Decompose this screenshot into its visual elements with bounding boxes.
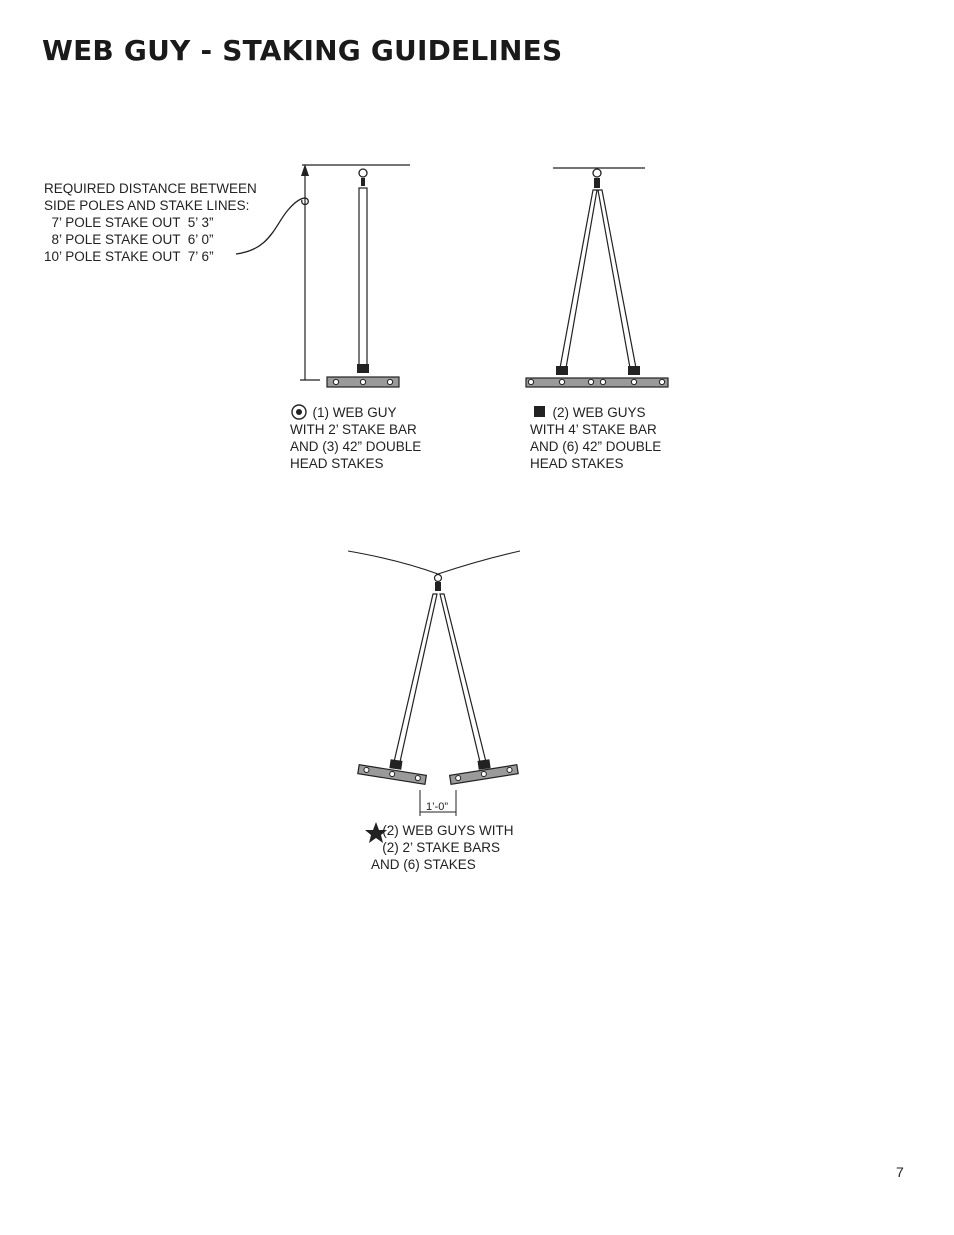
caption-line: AND (3) 42” DOUBLE (290, 439, 422, 454)
figure-caption-single (290, 404, 421, 472)
distance-note-line: 10’ POLE STAKE OUT 7’ 6” (44, 249, 214, 264)
page-title: WEB GUY - STAKING GUIDELINES (42, 34, 563, 67)
caption-line: WITH 2’ STAKE BAR (290, 422, 417, 437)
dimension-label: 1’-0” (426, 801, 449, 813)
caption-line: (2) 2’ STAKE BARS (371, 840, 501, 855)
caption-line: WITH 4’ STAKE BAR (530, 422, 657, 437)
web-guy-strap (560, 190, 597, 368)
distance-note-line: 7’ POLE STAKE OUT 5’ 3” (44, 215, 214, 230)
caption-line: (2) WEB GUYS WITH (371, 823, 514, 838)
caption-line: AND (6) STAKES (371, 857, 476, 872)
caption-line: HEAD STAKES (290, 456, 384, 471)
figure-split-web-guy (348, 551, 520, 816)
web-guy-strap (359, 188, 367, 366)
caption-line: (1) WEB GUY (290, 405, 397, 420)
dimension-arrow (301, 164, 309, 176)
top-rope-line (348, 551, 520, 574)
web-guy-strap (394, 594, 437, 762)
web-guy-strap (598, 190, 636, 368)
stake-bar (526, 378, 668, 387)
figure-double-web-guy (526, 168, 668, 387)
caption-line: (2) WEB GUYS (530, 405, 646, 420)
figure-caption-double (530, 404, 661, 472)
figure-single-web-guy (300, 164, 410, 387)
figure-caption-split (371, 822, 514, 873)
web-guy-strap (440, 594, 486, 762)
distance-note-line: 8’ POLE STAKE OUT 6’ 0” (44, 232, 214, 247)
distance-note-line: SIDE POLES AND STAKE LINES: (44, 198, 250, 213)
page-number: 7 (896, 1164, 904, 1180)
distance-note-line: REQUIRED DISTANCE BETWEEN (44, 181, 257, 196)
caption-line: HEAD STAKES (530, 456, 624, 471)
leader-line (236, 198, 308, 254)
caption-line: AND (6) 42” DOUBLE (530, 439, 662, 454)
